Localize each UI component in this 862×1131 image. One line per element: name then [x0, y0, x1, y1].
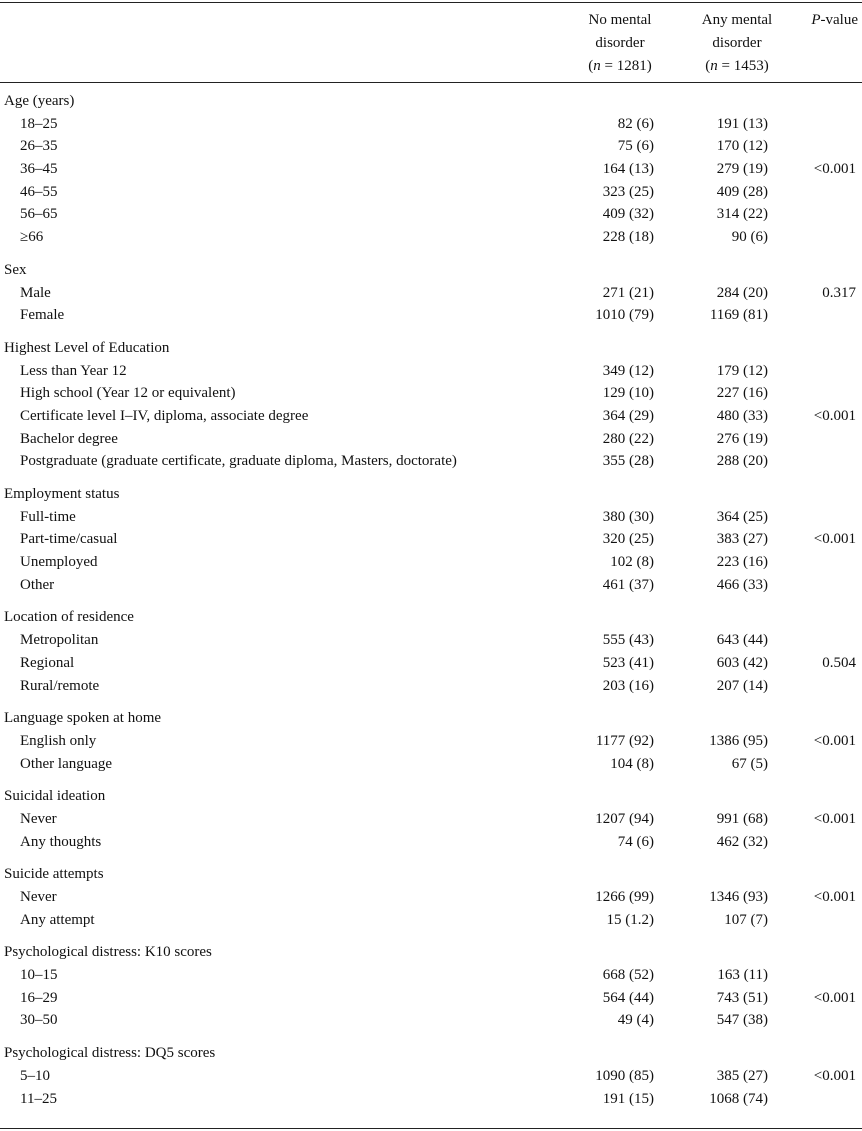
- cell-any-mental-disorder: 643 (44): [716, 632, 768, 649]
- cell-any-mental-disorder: 409 (28): [716, 183, 768, 200]
- variable-group: [0, 707, 862, 775]
- cell-any-mental-disorder: 191 (13): [716, 115, 768, 132]
- variable-group: [0, 90, 862, 249]
- cell-any-mental-disorder: 223 (16): [716, 554, 768, 571]
- variable-group: [0, 259, 862, 327]
- row-label: Less than Year 12: [20, 362, 127, 379]
- table-row: [0, 506, 862, 529]
- table-row: [0, 405, 862, 428]
- cell-any-mental-disorder: 207 (14): [716, 677, 768, 694]
- table-row: [0, 675, 862, 698]
- cell-no-mental-disorder: 280 (22): [602, 430, 654, 447]
- table-row: [0, 629, 862, 652]
- cell-any-mental-disorder: 163 (11): [717, 967, 768, 984]
- cell-any-mental-disorder: 743 (51): [716, 989, 768, 1006]
- table-row: [0, 113, 862, 136]
- table-row: [0, 909, 862, 932]
- group-title-row: [0, 90, 862, 113]
- cell-no-mental-disorder: 1010 (79): [595, 307, 654, 324]
- column-header-line: Any mental: [701, 12, 773, 28]
- row-label: Never: [20, 810, 57, 827]
- cell-any-mental-disorder: 1169 (81): [709, 307, 768, 324]
- row-label: 36–45: [20, 161, 58, 178]
- group-title: Suicide attempts: [4, 866, 104, 883]
- n-symbol: n: [710, 58, 718, 74]
- cell-p-value: <0.001: [813, 531, 856, 548]
- column-header-line: disorder: [712, 35, 762, 51]
- table-row: [0, 964, 862, 987]
- cell-no-mental-disorder: 1207 (94): [595, 810, 654, 827]
- cell-any-mental-disorder: 383 (27): [716, 531, 768, 548]
- cell-any-mental-disorder: 314 (22): [716, 206, 768, 223]
- table-row: [0, 1065, 862, 1088]
- variable-group: [0, 785, 862, 853]
- cell-p-value: <0.001: [813, 732, 856, 749]
- cell-no-mental-disorder: 82 (6): [617, 115, 654, 132]
- cell-any-mental-disorder: 107 (7): [724, 911, 768, 928]
- cell-any-mental-disorder: 364 (25): [716, 508, 768, 525]
- cell-no-mental-disorder: 191 (15): [602, 1090, 654, 1107]
- column-header-n: (n = 1281): [588, 58, 652, 74]
- cell-any-mental-disorder: 480 (33): [716, 407, 768, 424]
- group-title: Psychological distress: DQ5 scores: [4, 1045, 216, 1062]
- table-row: [0, 203, 862, 226]
- row-label: Bachelor degree: [20, 430, 118, 447]
- cell-any-mental-disorder: 385 (27): [716, 1067, 768, 1084]
- variable-group: [0, 941, 862, 1032]
- group-title-row: [0, 337, 862, 360]
- table-row: [0, 730, 862, 753]
- group-title-row: [0, 1042, 862, 1065]
- cell-no-mental-disorder: 104 (8): [610, 755, 654, 772]
- cell-no-mental-disorder: 409 (32): [602, 206, 654, 223]
- cell-no-mental-disorder: 164 (13): [602, 161, 654, 178]
- table-row: [0, 304, 862, 327]
- cell-p-value: <0.001: [813, 989, 856, 1006]
- table-row: [0, 226, 862, 249]
- table-row: [0, 831, 862, 854]
- table-row: [0, 551, 862, 574]
- group-title: Location of residence: [4, 609, 134, 626]
- table-row: [0, 135, 862, 158]
- cell-any-mental-disorder: 179 (12): [716, 362, 768, 379]
- table-row: [0, 652, 862, 675]
- cell-no-mental-disorder: 1266 (99): [595, 889, 654, 905]
- cell-any-mental-disorder: 170 (12): [716, 138, 768, 155]
- table-row: [0, 528, 862, 551]
- row-label: 26–35: [20, 138, 58, 155]
- cell-p-value: <0.001: [813, 1067, 856, 1084]
- row-label: Other language: [20, 755, 113, 772]
- table-row: [0, 886, 862, 909]
- column-header-any-mental-disorder: [681, 9, 793, 78]
- table-row: [0, 428, 862, 451]
- cell-p-value: 0.317: [822, 284, 856, 301]
- group-title: Age (years): [4, 93, 75, 109]
- group-title: Suicidal ideation: [4, 788, 106, 805]
- table-row: [0, 574, 862, 597]
- row-label: 46–55: [20, 183, 58, 200]
- variable-group: [0, 337, 862, 473]
- cell-no-mental-disorder: 49 (4): [617, 1012, 654, 1029]
- variable-group: [0, 483, 862, 596]
- cell-any-mental-disorder: 284 (20): [716, 284, 768, 301]
- row-label: High school (Year 12 or equivalent): [20, 385, 236, 402]
- cell-no-mental-disorder: 564 (44): [602, 989, 654, 1006]
- cell-no-mental-disorder: 1090 (85): [595, 1067, 654, 1084]
- row-label: English only: [20, 732, 97, 749]
- table-row: [0, 450, 862, 473]
- row-label: Other: [20, 576, 55, 593]
- cell-any-mental-disorder: 276 (19): [716, 430, 768, 447]
- column-header-no-mental-disorder: [572, 9, 668, 78]
- table-row: [0, 181, 862, 204]
- cell-no-mental-disorder: 320 (25): [602, 531, 654, 548]
- group-title-row: [0, 483, 862, 506]
- group-title-row: [0, 259, 862, 282]
- group-title-row: [0, 941, 862, 964]
- cell-any-mental-disorder: 1068 (74): [709, 1090, 768, 1107]
- cell-p-value: 0.504: [822, 654, 856, 671]
- group-title: Psychological distress: K10 scores: [4, 944, 212, 961]
- row-label: ≥66: [20, 229, 44, 246]
- row-label: Full-time: [20, 508, 76, 525]
- cell-no-mental-disorder: 1177 (92): [595, 732, 654, 749]
- cell-any-mental-disorder: 603 (42): [716, 654, 768, 671]
- table-row: [0, 158, 862, 181]
- group-title: Language spoken at home: [4, 710, 162, 727]
- p-suffix: -value: [820, 12, 858, 28]
- cell-any-mental-disorder: 279 (19): [716, 161, 768, 178]
- row-label: Any thoughts: [20, 833, 102, 850]
- n-value: = 1453): [717, 58, 769, 74]
- table-top-rule: [0, 2, 862, 3]
- column-header-n: (n = 1453): [705, 58, 769, 74]
- group-title: Employment status: [4, 486, 120, 502]
- row-label: Unemployed: [20, 554, 98, 571]
- group-title-row: [0, 606, 862, 629]
- cell-no-mental-disorder: 15 (1.2): [606, 911, 654, 928]
- cell-any-mental-disorder: 1386 (95): [709, 732, 768, 749]
- variable-group: [0, 606, 862, 697]
- row-label: 18–25: [20, 115, 58, 132]
- cell-no-mental-disorder: 555 (43): [602, 632, 654, 649]
- cell-p-value: <0.001: [813, 889, 856, 905]
- cell-no-mental-disorder: 228 (18): [602, 229, 654, 246]
- variable-group: [0, 1042, 862, 1110]
- column-header-p-value: [796, 9, 862, 32]
- cell-no-mental-disorder: 349 (12): [602, 362, 654, 379]
- column-header-line: No mental: [588, 12, 652, 28]
- p-symbol: P: [811, 12, 821, 28]
- cell-any-mental-disorder: 547 (38): [716, 1012, 768, 1029]
- cell-no-mental-disorder: 323 (25): [602, 183, 654, 200]
- cell-no-mental-disorder: 271 (21): [602, 284, 654, 301]
- group-title: Highest Level of Education: [4, 339, 170, 356]
- cell-p-value: <0.001: [813, 161, 856, 178]
- group-title-row: [0, 863, 862, 886]
- cell-no-mental-disorder: 461 (37): [602, 576, 654, 593]
- cell-no-mental-disorder: 203 (16): [602, 677, 654, 694]
- row-label: Metropolitan: [20, 632, 99, 649]
- cell-no-mental-disorder: 74 (6): [617, 833, 654, 850]
- cell-no-mental-disorder: 668 (52): [602, 967, 654, 984]
- cell-any-mental-disorder: 67 (5): [731, 755, 768, 772]
- row-label: Female: [20, 307, 65, 324]
- table-row: [0, 282, 862, 305]
- row-label: Certificate level I–IV, diploma, associate degree: [20, 407, 309, 424]
- row-label: 11–25: [20, 1090, 57, 1107]
- table-row: [0, 1009, 862, 1032]
- table-row: [0, 382, 862, 405]
- row-label: Any attempt: [20, 911, 95, 928]
- cell-no-mental-disorder: 355 (28): [602, 453, 654, 470]
- row-label: Part-time/casual: [20, 531, 118, 548]
- row-label: Rural/remote: [20, 677, 100, 694]
- group-title-row: [0, 785, 862, 808]
- row-label: 10–15: [20, 967, 58, 984]
- table-row: [0, 987, 862, 1010]
- cell-no-mental-disorder: 380 (30): [602, 508, 654, 525]
- variable-group: [0, 863, 862, 931]
- row-label: Never: [20, 889, 57, 905]
- cell-any-mental-disorder: 227 (16): [716, 385, 768, 402]
- cell-any-mental-disorder: 466 (33): [716, 576, 768, 593]
- cell-any-mental-disorder: 462 (32): [716, 833, 768, 850]
- cell-any-mental-disorder: 991 (68): [716, 810, 768, 827]
- cell-any-mental-disorder: 1346 (93): [709, 889, 768, 905]
- cell-any-mental-disorder: 288 (20): [716, 453, 768, 470]
- row-label: Male: [20, 284, 51, 301]
- cell-no-mental-disorder: 523 (41): [602, 654, 654, 671]
- table-body: [0, 90, 862, 1120]
- table-row: [0, 1088, 862, 1111]
- row-label: Postgraduate (graduate certificate, graduate diploma, Masters, doctorate): [20, 453, 457, 470]
- cell-any-mental-disorder: 90 (6): [731, 229, 768, 246]
- cell-p-value: <0.001: [813, 407, 856, 424]
- row-label: 16–29: [20, 989, 58, 1006]
- group-title-row: [0, 707, 862, 730]
- n-value: = 1281): [600, 58, 652, 74]
- group-title: Sex: [4, 261, 27, 278]
- row-label: Regional: [20, 654, 75, 671]
- row-label: 5–10: [20, 1067, 50, 1084]
- row-label: 30–50: [20, 1012, 58, 1029]
- column-header-line: disorder: [595, 35, 645, 51]
- table-row: [0, 360, 862, 383]
- table-row: [0, 753, 862, 776]
- table-header-rule: [0, 82, 862, 83]
- cell-no-mental-disorder: 102 (8): [610, 554, 654, 571]
- n-symbol: n: [593, 58, 601, 74]
- cell-p-value: <0.001: [813, 810, 856, 827]
- cell-no-mental-disorder: 129 (10): [602, 385, 654, 402]
- column-header-line: [796, 9, 858, 32]
- cell-no-mental-disorder: 364 (29): [602, 407, 654, 424]
- cell-no-mental-disorder: 75 (6): [617, 138, 654, 155]
- table-row: [0, 808, 862, 831]
- row-label: 56–65: [20, 206, 58, 223]
- table-bottom-rule: [0, 1128, 862, 1129]
